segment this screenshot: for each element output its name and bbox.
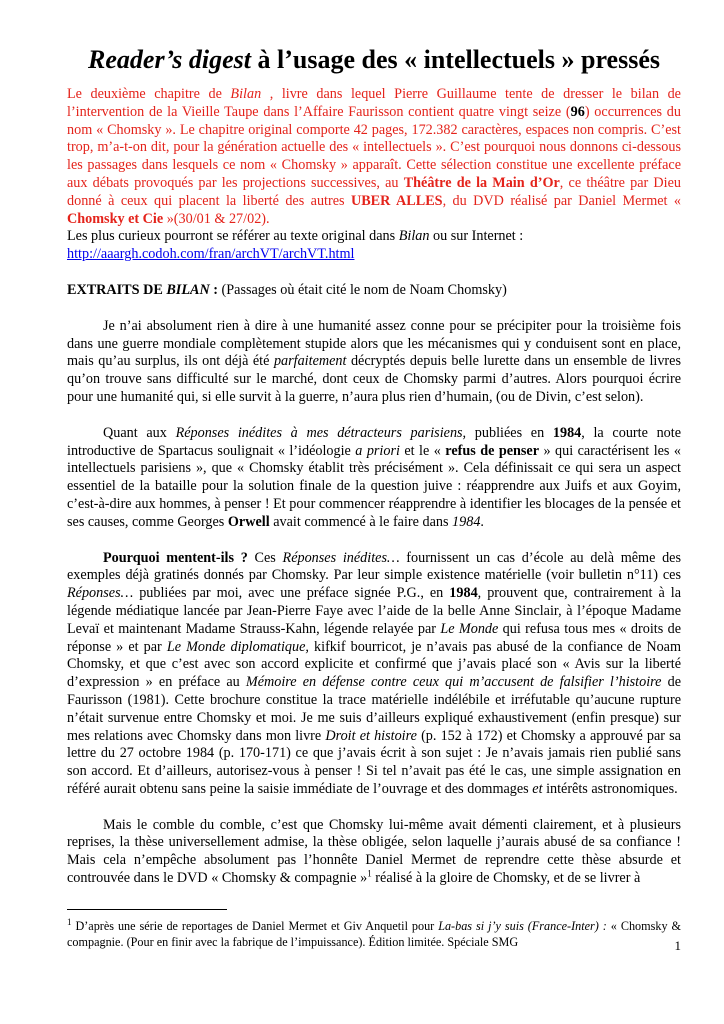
body-text: parfaitement (273, 353, 347, 370)
body-text: Ces (247, 549, 283, 566)
body-text: de Faurisson (1981). Cette brochure constitue la trace matérielle indélébile et irréfutable qu’aucune rupture n’était survenue entre Chomsky et moi. Je me suis d’ailleurs expliqué exhaustivement (enfin presque) sur mes relations avec Chomsky dans mon livre (67, 674, 681, 744)
body-text: Mémoire en défense contre ceux qui m’accusent de falsifier l’histoire (245, 674, 662, 691)
body-text: réalisé à la gloire de Chomsky, et de se livrer à (371, 870, 641, 887)
heading-text: BILAN (166, 281, 210, 298)
body-text: Orwell (227, 513, 270, 530)
intro-text: , livre dans lequel Pierre Guillaume tente de dresser le bilan de l’intervention de la Vieille Taupe dans l’Affaire Faurisson contient quatre vingt seize ( (67, 86, 681, 120)
body-text: , prouvent que, contrairement à la légende médiatique lancée par Jean-Pierre Faye avec l’aide de la belle Anne Sinclair, à l’époque Madame Levaï et maintenant Madame Strauss-Kahn, légende relayée par (67, 585, 681, 637)
page-body (67, 44, 681, 950)
body-text: Réponses inédites… (282, 549, 400, 566)
body-text: Droit et histoire (325, 727, 417, 744)
intro-uber-alles: UBER ALLES (350, 192, 443, 209)
page-number: 1 (674, 938, 681, 953)
paragraph-3 (67, 550, 681, 799)
body-text: 1984 (449, 585, 478, 602)
title-italic: Reader’s digest (88, 45, 251, 74)
title-rest: à l’usage des « intellectuels » pressés (250, 45, 660, 74)
body-text: et le « (399, 442, 446, 459)
body-text: Mais le comble du comble, c’est que Chomsky lui-même avait démenti clairement, et à plusieurs reprises, la thèse universellement admise, la thèse obligée, selon laquelle j’aurais abusé de sa confiance ! Mais cela n’empêche absolument pas l’honnête Daniel Mermet de reprendre cette thèse absurde et controuvée dans le DVD « Chomsky & compagnie » (67, 816, 681, 887)
body-text: , la courte note introductive de Spartacus soulignait « l’idéologie (67, 424, 681, 459)
intro-dvd-title: Chomsky et Cie (67, 210, 164, 227)
body-text: intérêts astronomiques. (542, 780, 678, 797)
body-text: publiées en (466, 424, 553, 441)
intro-paragraph (67, 86, 681, 228)
body-text: » qui caractérisent les « intellectuels parisiens », que « Chomsky établit très précisément ». Cela définissait ce qui sera un aspect essentiel de la bataille pour la solution finale de la question juive : réapprendre aux Juifs et aux Goyim, c’est-à-dire aux hommes, à penser ! Et pour commencer réapprendre à identifier les blocages de la pensée et ses causes, comme Georges (67, 442, 681, 530)
intro-reference (67, 228, 681, 264)
footnote-text: D’après une série de reportages de Daniel Mermet et Giv Anquetil pour (71, 918, 439, 933)
heading-text: (Passages où était cité le nom de Noam Chomsky) (217, 281, 507, 298)
body-text: (p. 152 à 172) et Chomsky a approuvé par sa lettre du 27 octobre 1984 (p. 170-171) ce que j’avais écrit à son sujet : Je n’avais jamais rien publié sans son accord. Et d’ailleurs, autorisez-vous à penser ! Si tel n’avait pas été le cas, une simple assignation en référé aurait obtenu sans peine la saisie immédiate de l’ouvrage et des dommages (67, 727, 681, 797)
paragraph-lead: Pourquoi mentent-ils ? (103, 549, 248, 566)
intro-text: , du DVD réalisé par Daniel Mermet « (442, 192, 681, 209)
intro-theatre: Théâtre de la Main d’Or (403, 174, 560, 191)
body-text: Réponses… (67, 585, 134, 602)
footnote-text: La-bas si j’y suis (France-Inter) : (438, 918, 607, 933)
document-title (67, 44, 681, 76)
paragraph-4 (67, 817, 681, 888)
heading-text: EXTRAITS DE (67, 281, 167, 298)
footnote-divider (67, 909, 227, 910)
body-text: kifkif bourricot, je n’avais pas abusé de la confiance de Noam Chomsky, et que c’est avec son accord explicite et confirmé que j’avais placé son « Avis sur la liberté d’expression » en préface au (67, 638, 681, 691)
reference-text: Bilan (398, 228, 430, 245)
footnote-number: 1 (67, 916, 72, 927)
body-text: qui refusa tous mes « droits de réponse » et par (67, 620, 682, 655)
body-text: Le Monde (440, 620, 499, 637)
intro-text: »(30/01 & 27/02). (163, 210, 270, 227)
body-text: avait commencé à le faire dans (269, 513, 453, 530)
extraits-heading (67, 282, 681, 300)
footnote (67, 918, 681, 950)
body-text: publiées par moi, avec une préface signée P.G., en (133, 585, 450, 602)
intro-text: Le deuxième chapitre de (67, 86, 231, 102)
reference-text: ou sur Internet : (429, 228, 524, 245)
body-text: . (480, 513, 484, 530)
body-text: a priori (355, 442, 400, 459)
archive-link[interactable]: http://aaargh.codoh.com/fran/archVT/archVT.html (67, 246, 355, 263)
intro-count: 96 (570, 103, 585, 120)
body-text: fournissent un cas d’école au delà même des exemples déjà gratinés donnés par Chomsky. Par leur simple existence matérielle (voir bulletin n°11) ces (67, 549, 682, 584)
footnote-ref[interactable]: 1 (367, 868, 372, 879)
body-text: Je n’ai absolument rien à dire à une humanité assez conne pour se précipiter pour la troisième fois dans une guerre mondiale complètement stupide alors que les mécanismes qui y conduisent sont en place, mais qu’au surplus, ils ont déjà été (67, 317, 681, 370)
intro-text: ) occurrences du nom « Chomsky ». Le chapitre original comporte 42 pages, 172.382 caractères, espaces non compris. C’est trop, m’a-t-on dit, pour la génération actuelle des « intellectuels ». C’est pourquoi nous donnons ci-dessous les passages dans lesquels ce nom « Chomsky » apparaît. Cette sélection constitue une excellente préface aux débats provoqués par les projections successives, au (67, 103, 681, 191)
paragraph-2 (67, 425, 681, 532)
body-text: 1984 (452, 513, 481, 530)
paragraph-1 (67, 318, 681, 407)
footnote-text: « Chomsky & compagnie. (Pour en finir avec la fabrique de l’impuissance). Édition limitée. Spéciale SMG (67, 918, 681, 949)
intro-text: , ce théâtre par Dieu donné à ceux qui placent la liberté des autres (67, 174, 682, 209)
body-text: Quant aux (103, 424, 176, 441)
body-text: refus de penser (445, 442, 540, 459)
heading-text: : (209, 281, 218, 298)
reference-text: Les plus curieux pourront se référer au texte original dans (67, 228, 399, 245)
body-text: décryptés depuis belle lurette dans un ensemble de livres qu’on trouve sans difficulté sur le marché, dont ceux de Chomsky parmi d’autres. Alors pourquoi écrire pour une humanité qui, si elle survit à la guerre, n’aura plus rien d’humain, (ou de Divin, c’est selon). (67, 353, 681, 405)
body-text: 1984 (552, 424, 582, 441)
body-text: Le Monde diplomatique, (166, 638, 309, 655)
body-text: et (532, 780, 543, 797)
body-text: Réponses inédites à mes détracteurs parisiens, (175, 424, 467, 441)
intro-text: Bilan (230, 86, 262, 102)
